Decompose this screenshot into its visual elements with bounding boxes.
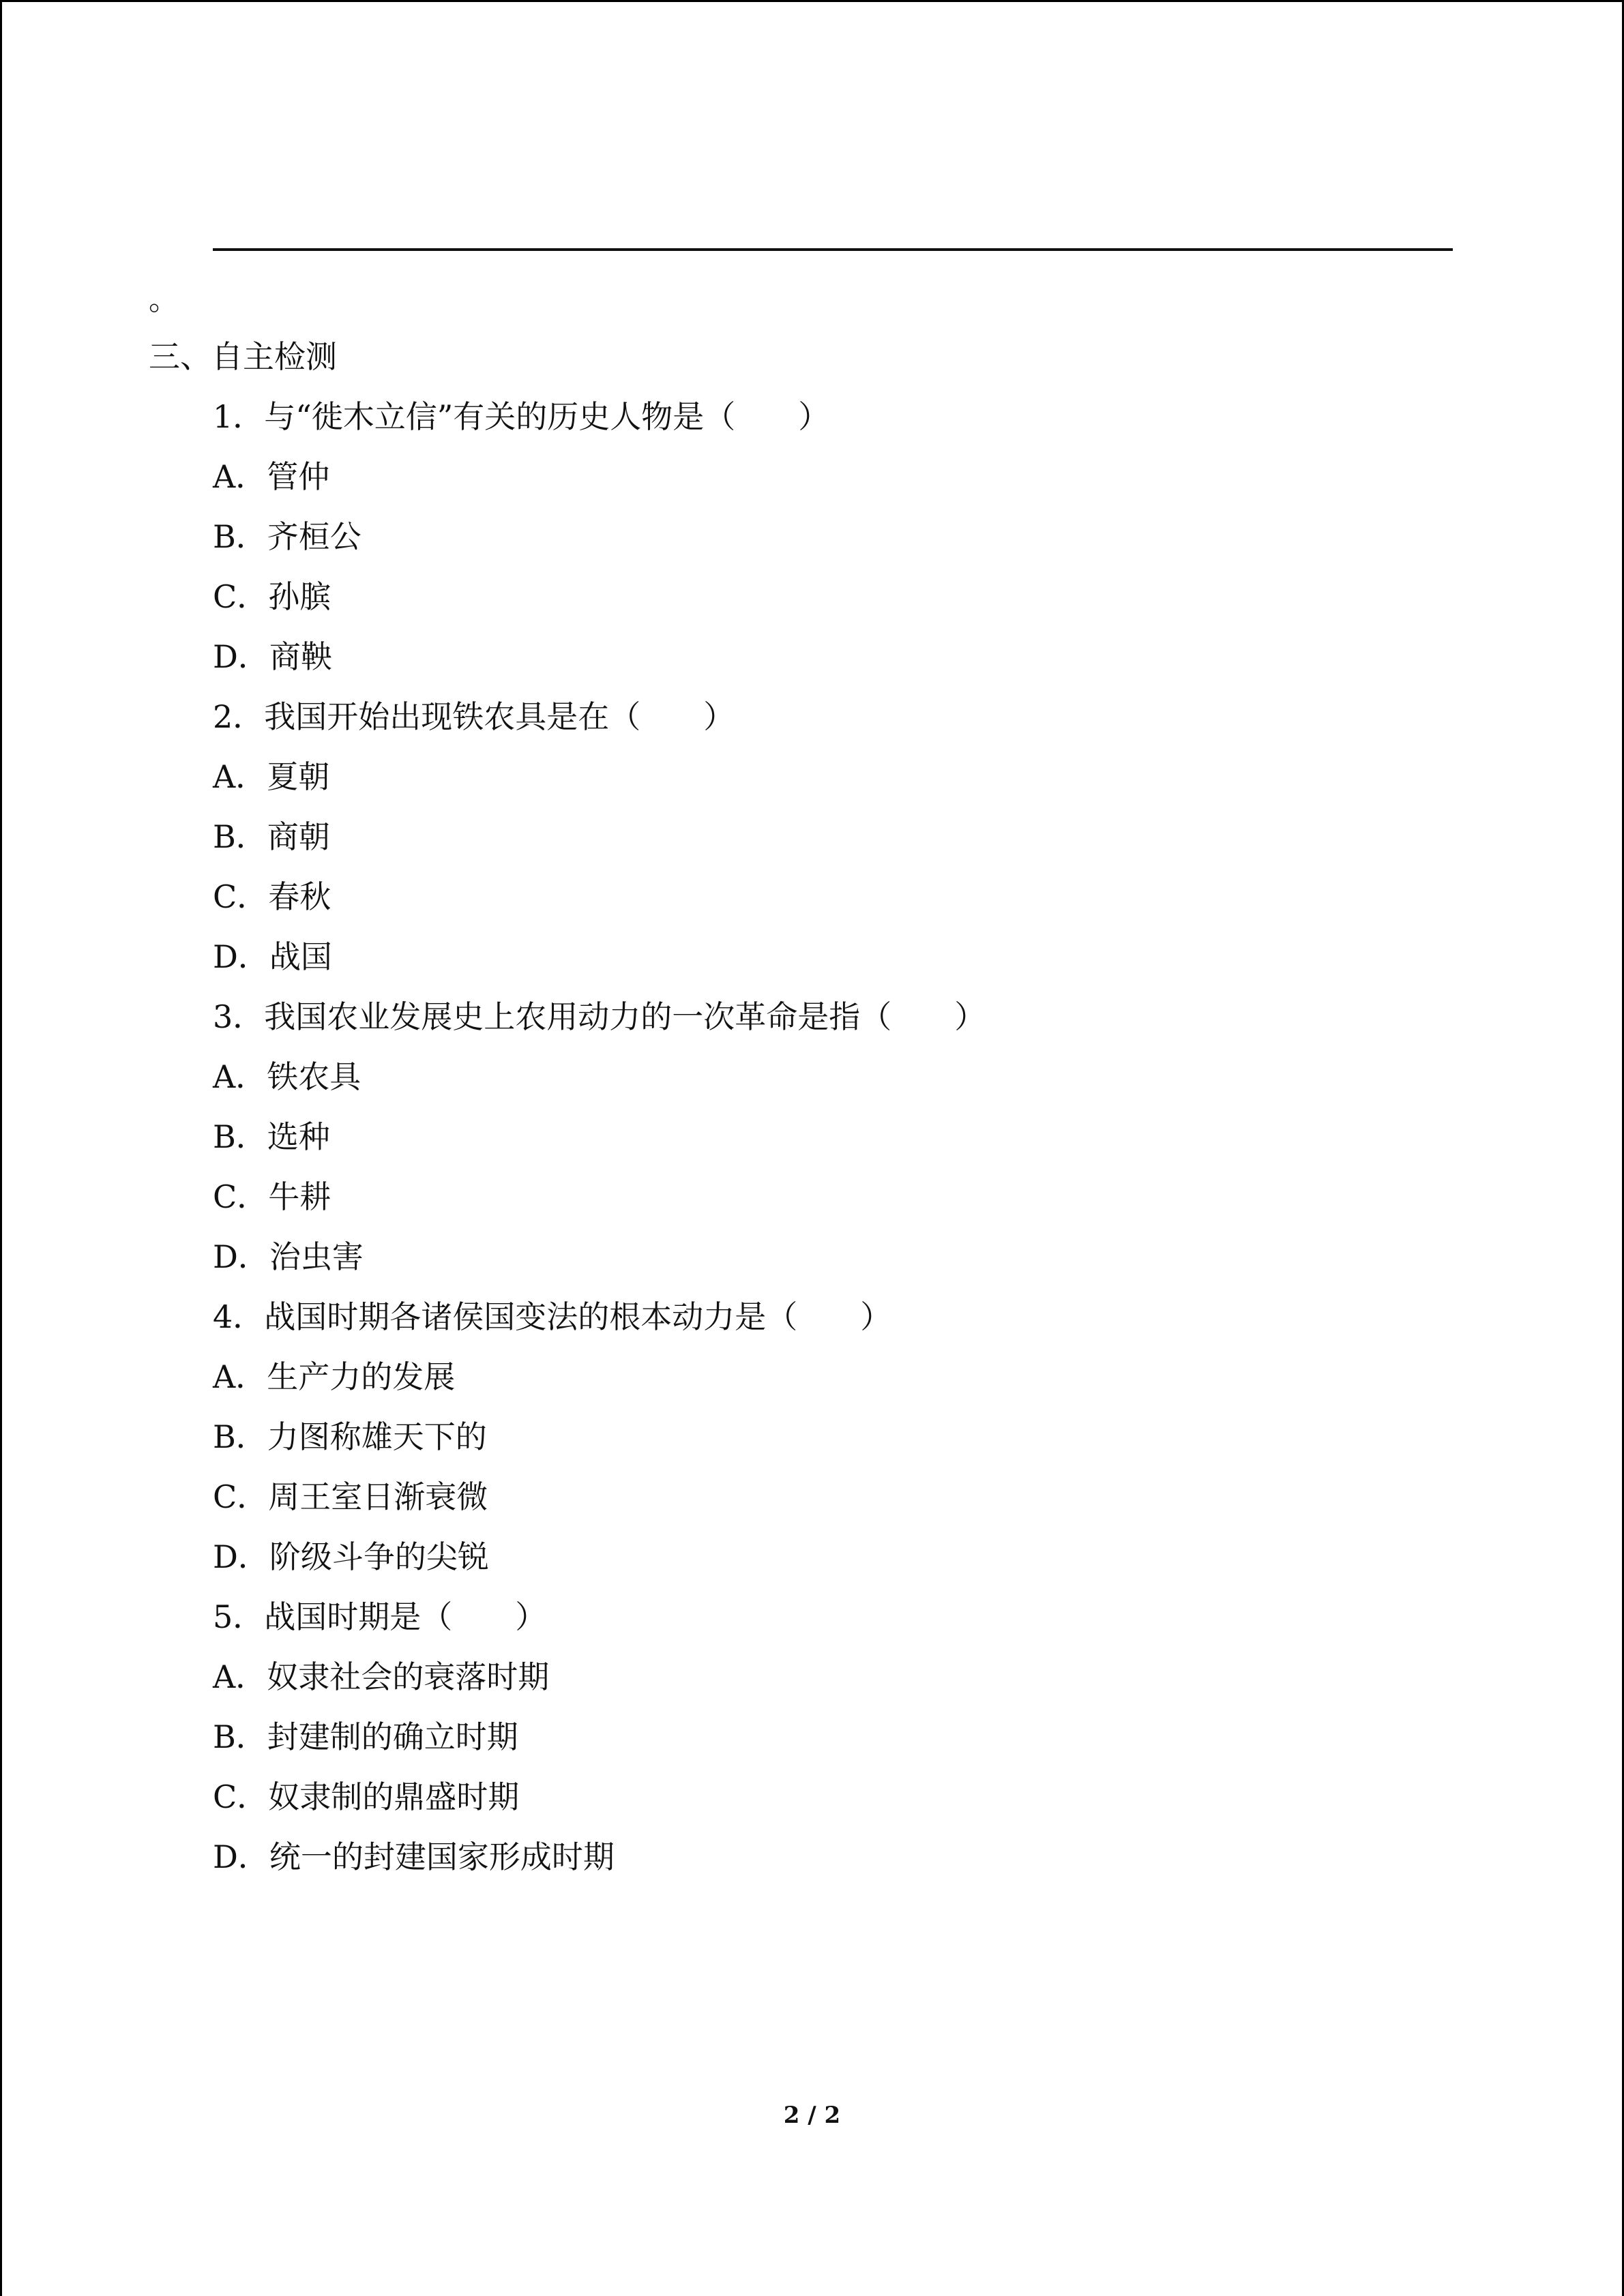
section-title: 三、自主检测 (149, 338, 337, 375)
question-3-option-c: C．牛耕 (213, 1178, 331, 1215)
question-5-stem: 5．战国时期是（ ） (213, 1598, 547, 1635)
question-4-option-d: D．阶级斗争的尖锐 (213, 1538, 489, 1575)
question-5-option-d: D．统一的封建国家形成时期 (213, 1838, 615, 1875)
question-1-option-d: D．商鞅 (213, 638, 332, 675)
question-4-option-a: A．生产力的发展 (213, 1358, 456, 1395)
question-2-option-b: B．商朝 (213, 818, 330, 855)
question-4-option-c: C．周王室日渐衰微 (213, 1478, 488, 1515)
question-2-option-d: D．战国 (213, 938, 332, 975)
question-1-stem: 1．与“徙木立信”有关的历史人物是（ ） (213, 398, 830, 435)
question-4-option-b: B．力图称雄天下的 (213, 1418, 487, 1455)
question-5-option-c: C．奴隶制的鼎盛时期 (213, 1778, 520, 1815)
question-list (213, 396, 986, 1896)
page-number: 2 / 2 (783, 2102, 841, 2129)
question-3-stem: 3．我国农业发展史上农用动力的一次革命是指（ ） (213, 998, 986, 1035)
question-2-stem: 2．我国开始出现铁农具是在（ ） (213, 698, 735, 735)
question-3-option-b: B．选种 (213, 1118, 330, 1155)
question-3-option-a: A．铁农具 (213, 1058, 361, 1095)
question-3-option-d: D．治虫害 (213, 1238, 364, 1275)
question-1-option-c: C．孙膑 (213, 578, 331, 615)
question-5-option-a: A．奴隶社会的衰落时期 (213, 1658, 550, 1695)
question-2-option-a: A．夏朝 (213, 758, 330, 795)
question-2-option-c: C．春秋 (213, 878, 331, 915)
question-1-option-a: A．管仲 (213, 458, 330, 495)
question-4-stem: 4．战国时期各诸侯国变法的根本动力是（ ） (213, 1298, 892, 1335)
trailing-period: 。 (149, 282, 179, 317)
question-1-option-b: B．齐桓公 (213, 518, 361, 555)
question-5-option-b: B．封建制的确立时期 (213, 1718, 518, 1755)
answer-blank-line (213, 248, 1453, 251)
